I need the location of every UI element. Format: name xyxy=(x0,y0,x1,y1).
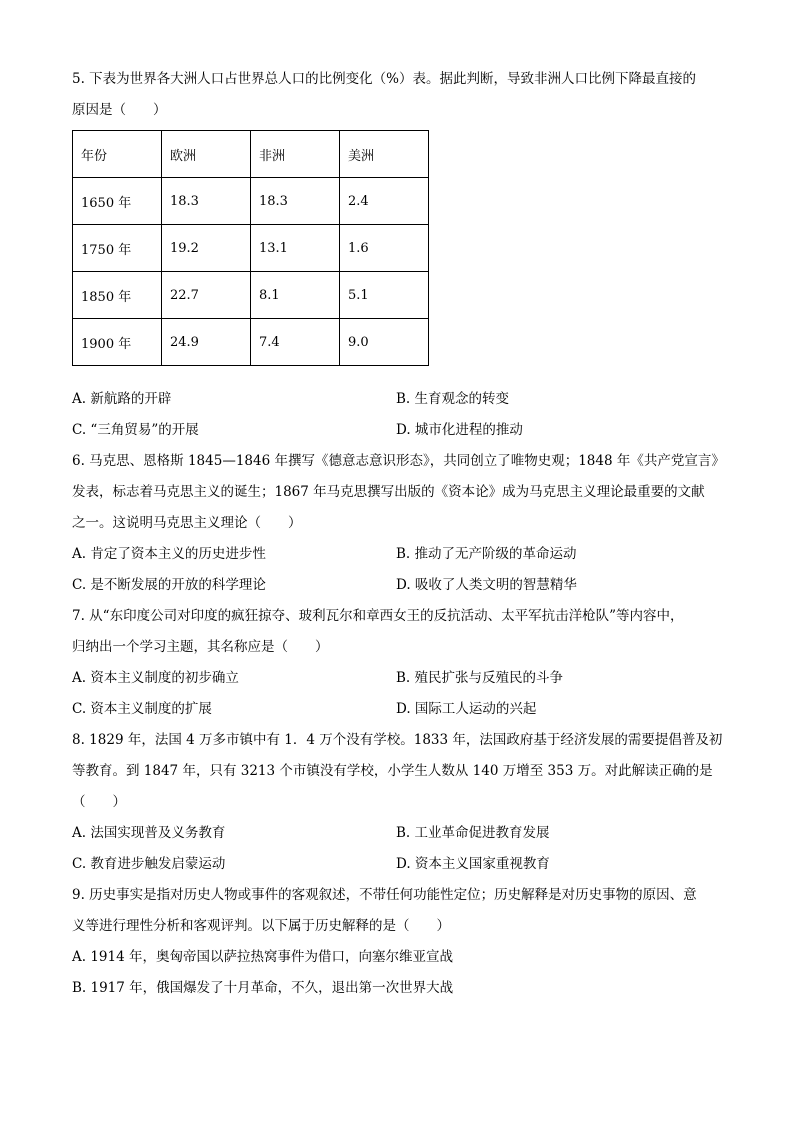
option-b: B. 1917 年，俄国爆发了十月革命，不久，退出第一次世界大战 xyxy=(72,980,454,996)
table-cell: 1650 年 xyxy=(73,178,162,225)
table-cell: 18.3 xyxy=(162,178,251,225)
question-8 xyxy=(72,725,732,880)
option-a: A. 1914 年，奥匈帝国以萨拉热窝事件为借口，向塞尔维亚宣战 xyxy=(72,949,453,965)
table-cell: 24.9 xyxy=(162,319,251,366)
table-cell: 7.4 xyxy=(251,319,340,366)
option-c: C. “三角贸易”的开展 xyxy=(72,422,199,438)
table-cell: 18.3 xyxy=(251,178,340,225)
question-5-options xyxy=(72,384,732,446)
table-cell: 13.1 xyxy=(251,225,340,272)
question-8-stem-line1: 8. 1829 年，法国 4 万多市镇中有 1．4 万个没有学校。1833 年，法国政府基于经济发展的需要提倡普及初 xyxy=(72,732,723,748)
question-7-options xyxy=(72,663,732,725)
question-9-stem-line1: 9. 历史事实是指对历史人物或事件的客观叙述，不带任何功能性定位；历史解释是对历史事物的原因、意 xyxy=(72,887,697,903)
question-7-stem-line1: 7. 从“东印度公司对印度的疯狂掠夺、玻利瓦尔和章西女王的反抗活动、太平军抗击洋枪队”等内容中， xyxy=(72,608,684,624)
population-table xyxy=(72,130,429,366)
table-row xyxy=(73,319,429,366)
question-7 xyxy=(72,601,732,725)
option-c: C. 资本主义制度的扩展 xyxy=(72,701,212,717)
option-d: D. 国际工人运动的兴起 xyxy=(396,701,537,717)
question-9 xyxy=(72,880,732,1004)
question-8-stem-line2: 等教育。到 1847 年，只有 3213 个市镇没有学校，小学生人数从 140 万增至 353 万。对此解读正确的是 xyxy=(72,763,713,779)
table-cell: 1850 年 xyxy=(73,272,162,319)
question-8-stem-line3: （ ） xyxy=(72,794,126,810)
table-row xyxy=(73,178,429,225)
option-b: B. 工业革命促进教育发展 xyxy=(396,825,550,841)
table-cell: 1.6 xyxy=(340,225,429,272)
option-b: B. 推动了无产阶级的革命运动 xyxy=(396,546,577,562)
question-6-stem-line3: 之一。这说明马克思主义理论（ ） xyxy=(72,515,302,531)
question-6-options xyxy=(72,539,732,601)
option-a: A. 新航路的开辟 xyxy=(72,391,172,407)
question-8-options xyxy=(72,818,732,880)
question-5 xyxy=(72,64,732,446)
table-row xyxy=(73,225,429,272)
option-a: A. 肯定了资本主义的历史进步性 xyxy=(72,546,266,562)
table-cell: 1750 年 xyxy=(73,225,162,272)
table-cell: 8.1 xyxy=(251,272,340,319)
option-c: C. 教育进步触发启蒙运动 xyxy=(72,856,226,872)
table-cell: 22.7 xyxy=(162,272,251,319)
option-c: C. 是不断发展的开放的科学理论 xyxy=(72,577,266,593)
table-cell: 5.1 xyxy=(340,272,429,319)
option-d: D. 城市化进程的推动 xyxy=(396,422,523,438)
option-b: B. 殖民扩张与反殖民的斗争 xyxy=(396,670,564,686)
question-7-stem-line2: 归纳出一个学习主题，其名称应是（ ） xyxy=(72,639,329,655)
question-5-stem-line2: 原因是（ ） xyxy=(72,102,167,118)
table-cell: 9.0 xyxy=(340,319,429,366)
table-cell: 19.2 xyxy=(162,225,251,272)
table-header-cell: 非洲 xyxy=(251,131,340,178)
option-a: A. 法国实现普及义务教育 xyxy=(72,825,226,841)
option-a: A. 资本主义制度的初步确立 xyxy=(72,670,239,686)
table-cell: 1900 年 xyxy=(73,319,162,366)
table-cell: 2.4 xyxy=(340,178,429,225)
question-6-stem-line2: 发表，标志着马克思主义的诞生；1867 年马克思撰写出版的《资本论》成为马克思主义理论最重要的文献 xyxy=(72,484,705,500)
option-d: D. 吸收了人类文明的智慧精华 xyxy=(396,577,577,593)
table-row xyxy=(73,272,429,319)
option-d: D. 资本主义国家重视教育 xyxy=(396,856,550,872)
question-6-stem-line1: 6. 马克思、恩格斯 1845—1846 年撰写《德意志意识形态》，共同创立了唯物史观；1848 年《共产党宣言》 xyxy=(72,453,725,469)
exam-page xyxy=(72,64,732,1004)
question-5-stem-line1: 5. 下表为世界各大洲人口占世界总人口的比例变化（%）表。据此判断，导致非洲人口比例下降最直接的 xyxy=(72,71,696,87)
table-header-cell: 美洲 xyxy=(340,131,429,178)
option-b: B. 生育观念的转变 xyxy=(396,391,510,407)
table-header-row xyxy=(73,131,429,178)
question-9-stem-line2: 义等进行理性分析和客观评判。以下属于历史解释的是（ ） xyxy=(72,918,450,934)
table-header-cell: 年份 xyxy=(73,131,162,178)
table-header-cell: 欧洲 xyxy=(162,131,251,178)
question-6 xyxy=(72,446,732,601)
